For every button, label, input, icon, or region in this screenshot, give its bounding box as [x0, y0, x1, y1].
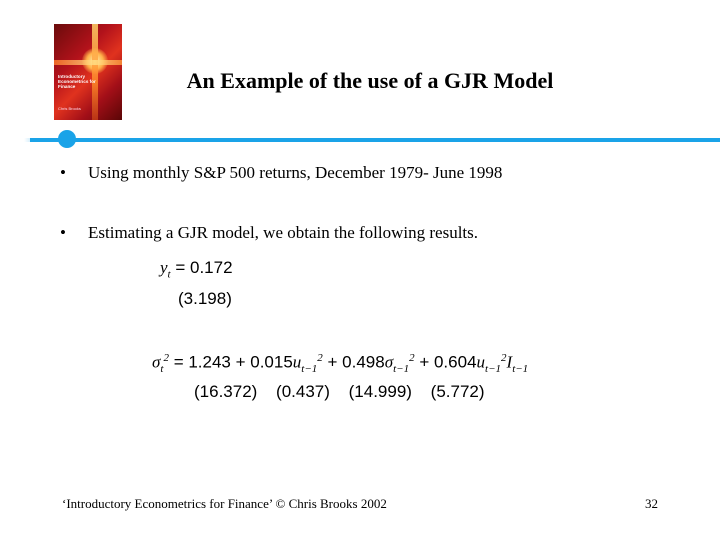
variance-equation-standard-errors: (16.372) (0.437) (14.999) (5.772)	[194, 382, 485, 401]
slide-title: An Example of the use of a GJR Model	[186, 68, 554, 93]
slide-footer: ‘Introductory Econometrics for Finance’ © Chris Brooks 2002	[62, 496, 387, 511]
bullet-text: Using monthly S&P 500 returns, December 1979- June 1998	[88, 163, 503, 182]
bullet-item	[60, 163, 502, 183]
title-divider	[30, 138, 720, 142]
divider-dot	[58, 130, 76, 148]
bullet-marker: •	[60, 163, 66, 182]
cover-title: Introductory Econometrics for Finance	[58, 74, 96, 90]
bullet-item	[60, 223, 478, 243]
cover-streak	[92, 24, 98, 120]
book-cover-image	[54, 24, 122, 120]
page-number: 32	[645, 496, 658, 511]
cover-streak	[54, 60, 122, 65]
mean-equation: $y_t = 0.172$	[160, 258, 233, 281]
bullet-text: Estimating a GJR model, we obtain the following results.	[88, 223, 479, 242]
variance-equation: $\sigma_t^2 = 1.243 + 0.015u_{t-1}^2 + 0.498\sigma_{t-1}^2 + 0.604u_{t-1}^2I_{t-1}$	[152, 352, 529, 376]
cover-author: Chris Brooks	[58, 106, 81, 111]
bullet-marker: •	[60, 223, 66, 242]
mean-equation-standard-errors: (3.198)	[178, 289, 232, 308]
